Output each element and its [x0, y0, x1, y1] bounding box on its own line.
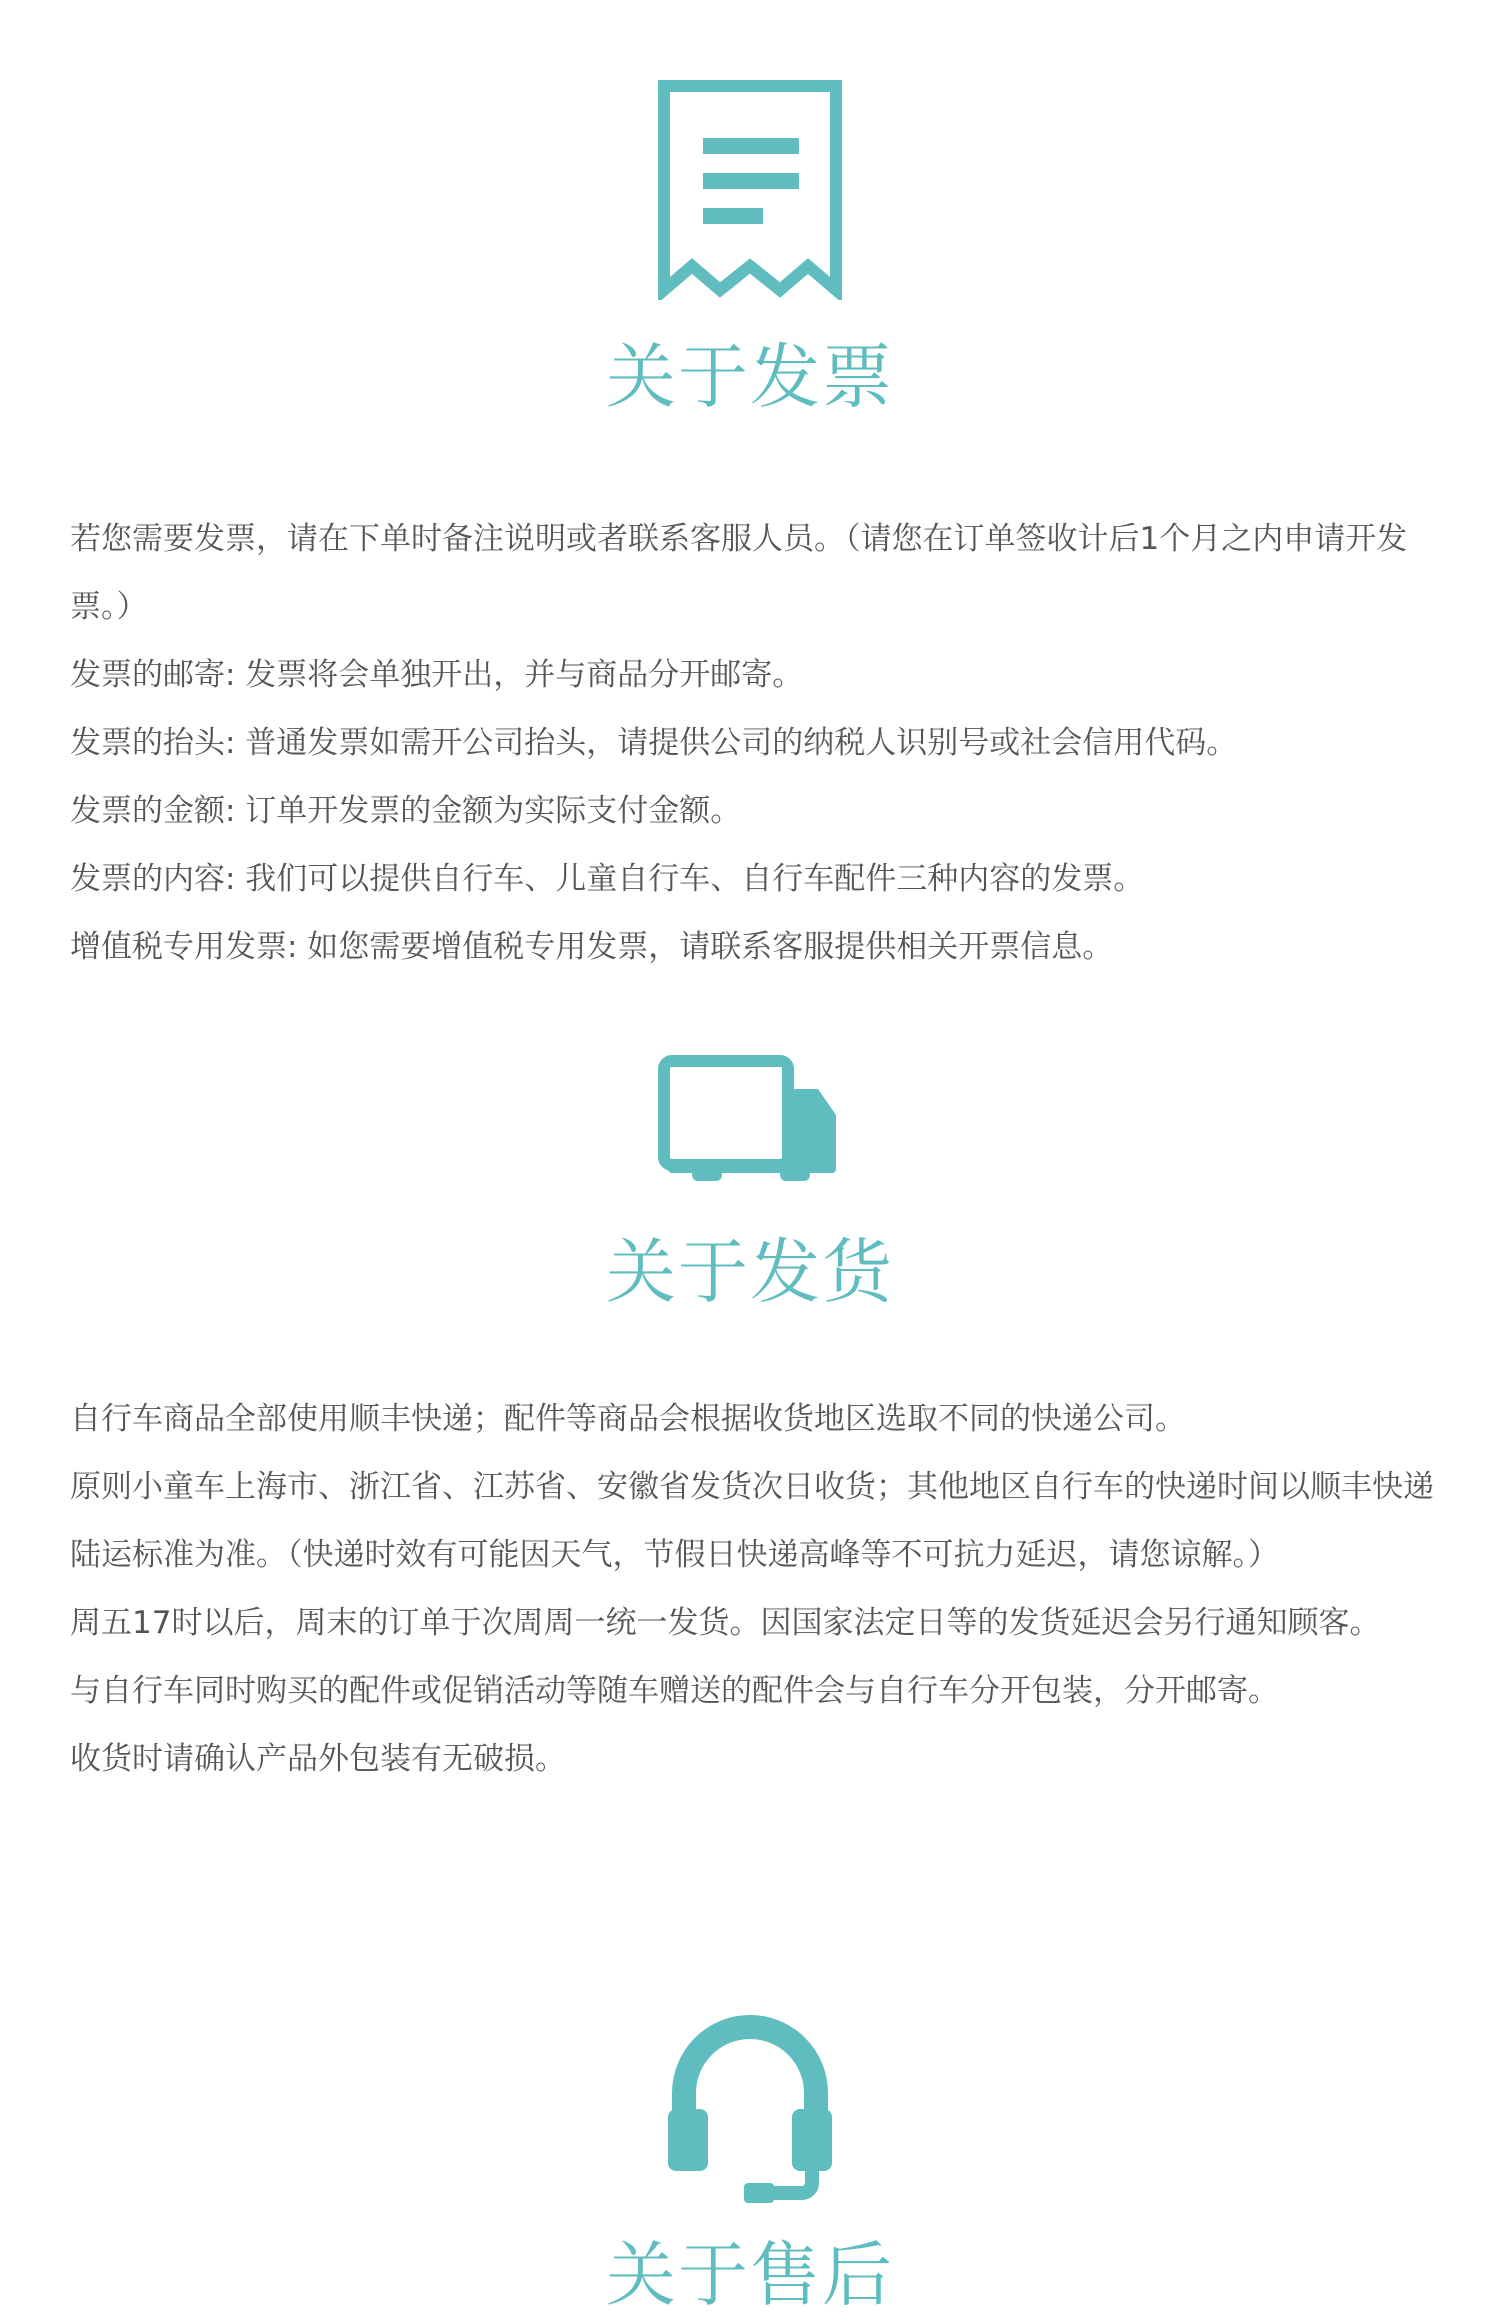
- shipping-paragraph: 原则小童车上海市、浙江省、江苏省、安徽省发货次日收货；其他地区自行车的快递时间以顺丰快递陆运标准为准。（快递时效有可能因天气，节假日快递高峰等不可抗力延迟，请您谅解。）: [70, 1469, 1434, 1573]
- shipping-paragraph: 自行车商品全部使用顺丰快递；配件等商品会根据收货地区选取不同的快递公司。: [70, 1401, 1186, 1437]
- after-sales-section-title: 关于售后: [606, 2234, 894, 2316]
- invoice-section-body: [70, 505, 1440, 981]
- invoice-paragraph: 若您需要发票，请在下单时备注说明或者联系客服人员。（请您在订单签收计后1个月之内申请开发票。）: [70, 521, 1408, 625]
- shipping-paragraph: 收货时请确认产品外包装有无破损。: [70, 1741, 566, 1777]
- shipping-section-title: 关于发货: [606, 1231, 894, 1313]
- headset-icon: [0, 2005, 1500, 2205]
- invoice-paragraph: 发票的金额: 订单开发票的金额为实际支付金额。: [70, 793, 742, 829]
- truck-icon: [0, 1055, 1500, 1185]
- invoice-paragraph: 发票的内容: 我们可以提供自行车、儿童自行车、自行车配件三种内容的发票。: [70, 861, 1145, 897]
- receipt-icon: [0, 80, 1500, 300]
- shipping-paragraph: 周五17时以后，周末的订单于次周周一统一发货。因国家法定日等的发货延迟会另行通知顾客。: [70, 1605, 1381, 1641]
- invoice-paragraph: 发票的邮寄: 发票将会单独开出，并与商品分开邮寄。: [70, 657, 804, 693]
- shipping-section-body: [70, 1385, 1440, 1793]
- invoice-section-title: 关于发票: [606, 336, 894, 418]
- shipping-paragraph: 与自行车同时购买的配件或促销活动等随车赠送的配件会与自行车分开包装，分开邮寄。: [70, 1673, 1279, 1709]
- invoice-paragraph: 增值税专用发票: 如您需要增值税专用发票，请联系客服提供相关开票信息。: [70, 929, 1114, 965]
- invoice-paragraph: 发票的抬头: 普通发票如需开公司抬头，请提供公司的纳税人识别号或社会信用代码。: [70, 725, 1238, 761]
